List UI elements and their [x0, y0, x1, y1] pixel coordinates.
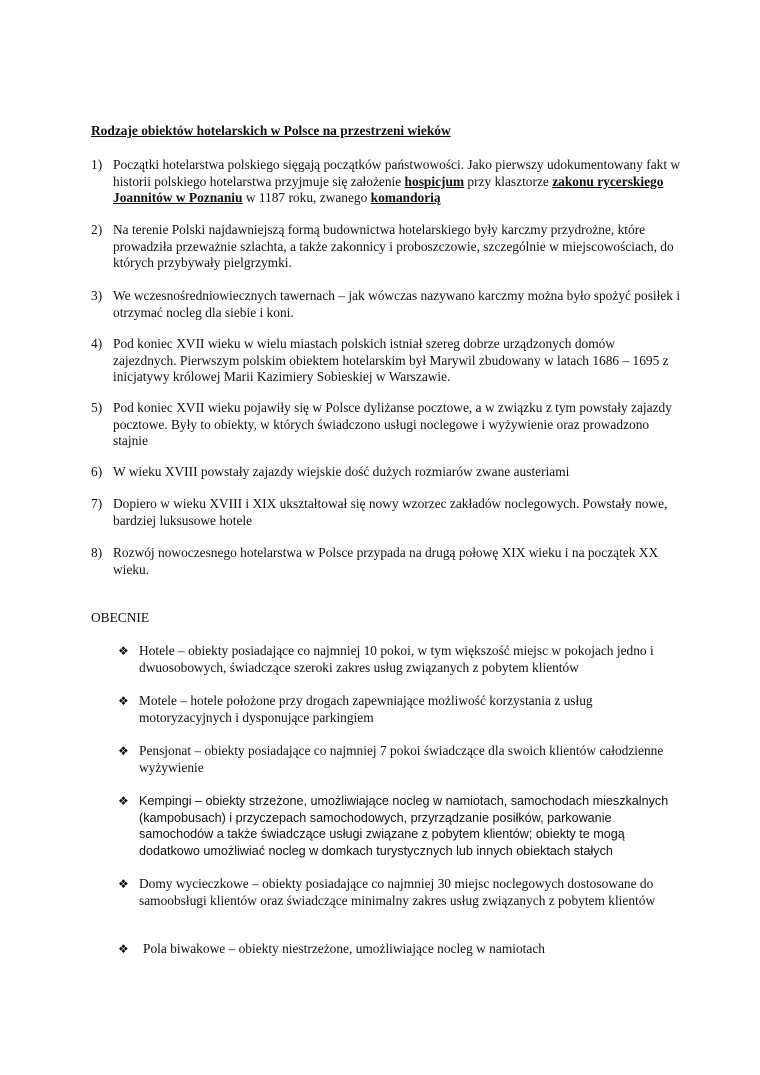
list-item-6 [91, 464, 681, 481]
list-item-number: 6) [91, 464, 103, 479]
diamond-bullet-icon: ❖ [118, 877, 129, 891]
list-item-8 [91, 545, 681, 578]
list-item-number: 2) [91, 222, 103, 237]
list-item-number: 4) [91, 336, 103, 351]
term-zakon: zakonu rycerskiego Joannitów w Poznaniu [113, 173, 664, 205]
diamond-bullet-icon: ❖ [118, 694, 129, 708]
bullet-item-pola-biwakowe [118, 941, 678, 958]
list-item-7 [91, 496, 681, 529]
list-item-5 [91, 400, 681, 450]
list-item-text: Początki hotelarstwa polskiego sięgają początków państwowości. Jako pierwszy udokumentowany fakt w historii polskiego hotelarstwa przyjmuje się założenie hospicjum przy klasztorze zakonu rycerskiego Joannitów w Poznaniu w 1187 roku, zwanego komandorią [113, 157, 681, 205]
list-item-text: We wczesnośredniowiecznych tawernach – jak wówczas nazywano karczmy można było spożyć posiłek i otrzymać nocleg dla siebie i koni. [113, 288, 681, 320]
list-item-4 [91, 336, 681, 386]
bullet-item-motele [118, 693, 678, 726]
list-item-number: 8) [91, 545, 103, 560]
bullet-item-kempingi [118, 793, 678, 859]
diamond-bullet-icon: ❖ [118, 942, 129, 956]
list-item-1 [91, 157, 681, 207]
bullet-item-domy-wycieczkowe [118, 876, 678, 909]
term-hospicjum: hospicjum [404, 173, 465, 189]
bullet-text: Hotele – obiekty posiadające co najmniej 10 pokoi, w tym większość miejsc w pokojach jedno i dwuosobowych, świadczące szeroki zakres usług związanych z pobytem klientów [139, 643, 654, 675]
bullet-item-pensjonat [118, 743, 678, 776]
list-item-text: Pod koniec XVII wieku w wielu miastach polskich istniał szereg dobrze urządzonych domów zajezdnych. Pierwszym polskim obiektem hotelarskim był Marywil zbudowany w latach 1686 – 1695 z inicjatywy królowej Marii Kazimiery Sobieskiej w Warszawie. [113, 336, 669, 384]
bullet-text: Pensjonat – obiekty posiadające co najmniej 7 pokoi świadczące dla swoich klientów całodzienne wyżywienie [139, 743, 664, 775]
list-item-number: 1) [91, 157, 103, 172]
list-item-3 [91, 288, 681, 321]
bullet-text: Pola biwakowe – obiekty niestrzeżone, umożliwiające nocleg w namiotach [143, 941, 545, 956]
diamond-bullet-icon: ❖ [118, 644, 129, 658]
list-item-number: 5) [91, 400, 103, 415]
list-item-number: 7) [91, 496, 103, 511]
diamond-bullet-icon: ❖ [118, 794, 129, 808]
list-item-text: Pod koniec XVII wieku pojawiły się w Polsce dyliżanse pocztowe, a w związku z tym powstały zajazdy pocztowe. Były to obiekty, w których świadczono usługi noclegowe i wyżywienie oraz prowadzono stajnie [113, 400, 672, 448]
bullet-text: Domy wycieczkowe – obiekty posiadające co najmniej 30 miejsc noclegowych dostosowane do samoobsługi klientów oraz świadczące minimalny zakres usług związanych z pobytem klientów [139, 876, 656, 908]
list-item-number: 3) [91, 288, 103, 303]
bullet-text: Motele – hotele położone przy drogach zapewniające możliwość korzystania z usług motoryzacyjnych i dysponujące parkingiem [139, 693, 593, 725]
term-komandoria: komandorią [370, 190, 441, 205]
list-item-text: Na terenie Polski najdawniejszą formą budownictwa hotelarskiego były karczmy przydrożne, które prowadziła przeważnie szlachta, a także zakonnicy i proboszczowie, szczególnie w miejscowościach, do których przybywały pielgrzymki. [113, 222, 674, 270]
list-item-2 [91, 222, 681, 272]
list-item-text: Rozwój nowoczesnego hotelarstwa w Polsce przypada na drugą połowę XIX wieku i na początek XX wieku. [113, 545, 659, 577]
bullet-text: Kempingi – obiekty strzeżone, umożliwiające nocleg w namiotach, samochodach mieszkalnych (kampobusach) i przyczepach samochodowych, przyrządzanie posiłków, parkowanie samochodów a także świadczące usługi związane z pobytem klientów; obiekty te mogą dodatkowo umożliwiać nocleg w domkach turystycznych lub innych obiektach stałych [139, 794, 669, 858]
bullet-item-hotele [118, 643, 678, 676]
document-title: Rodzaje obiektów hotelarskich w Polsce na przestrzeni wieków [91, 123, 451, 138]
section-heading-obecnie: OBECNIE [91, 610, 150, 625]
list-item-text: W wieku XVIII powstały zajazdy wiejskie dość dużych rozmiarów zwane austeriami [113, 464, 570, 479]
list-item-text: Dopiero w wieku XVIII i XIX ukształtował się nowy wzorzec zakładów noclegowych. Powstały nowe, bardziej luksusowe hotele [113, 496, 668, 528]
diamond-bullet-icon: ❖ [118, 744, 129, 758]
